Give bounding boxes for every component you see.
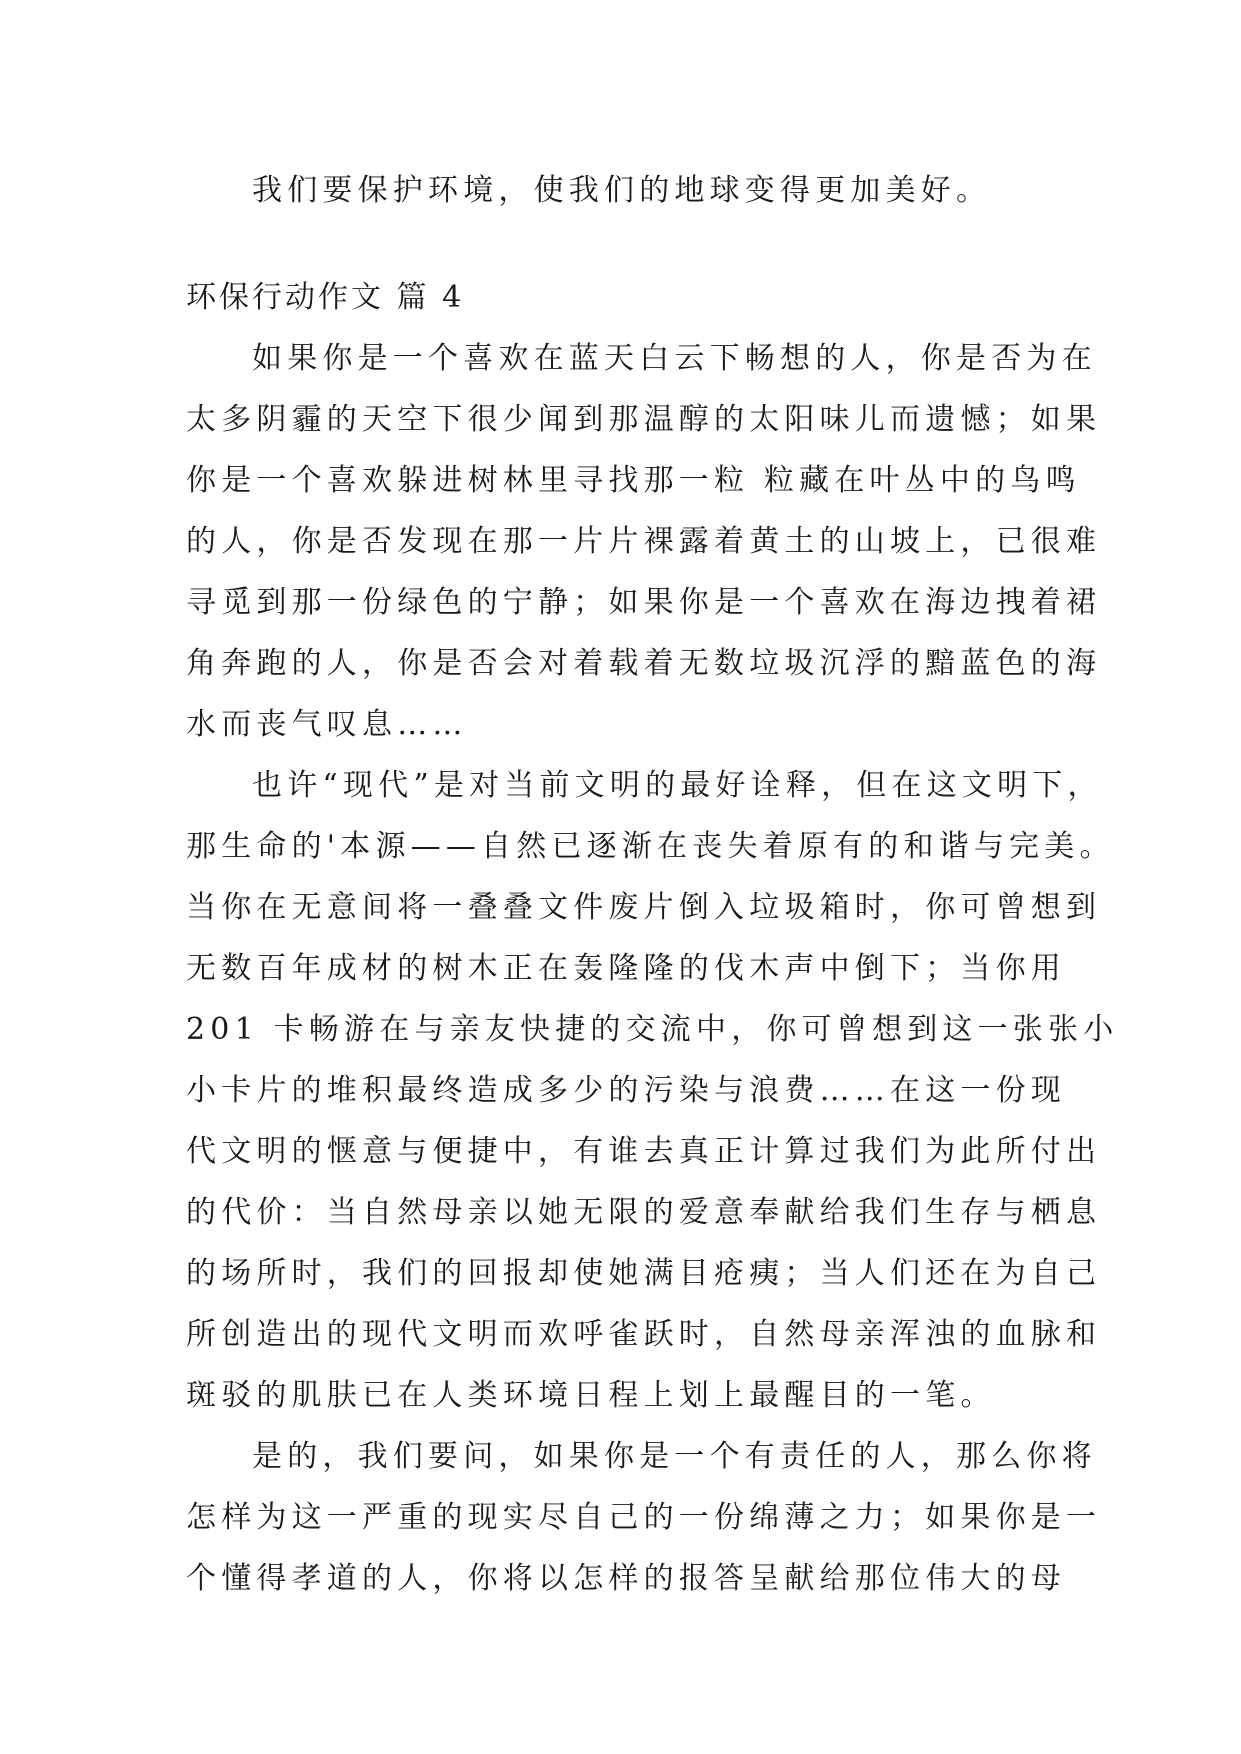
paragraph-line: 无数百年成材的树木正在轰隆隆的伐木声中倒下；当你用 — [186, 951, 1066, 986]
section-gap — [186, 221, 1066, 267]
paragraph-line: 代文明的惬意与便捷中，有谁去真正计算过我们为此所付出 — [186, 1134, 1102, 1169]
paragraph-line: 寻觅到那一份绿色的宁静；如果你是一个喜欢在海边拽着裙 — [186, 585, 1102, 620]
paragraph-line: 斑驳的肌肤已在人类环境日程上划上最醒目的一笔。 — [186, 1378, 996, 1413]
paragraph-line: 所创造出的现代文明而欢呼雀跃时，自然母亲浑浊的血脉和 — [186, 1317, 1102, 1352]
section-heading: 环保行动作文 篇 4 — [186, 280, 465, 315]
paragraph-2 — [186, 755, 1119, 1426]
paragraph-line: 是的，我们要问，如果你是一个有责任的人，那么你将 — [252, 1439, 1097, 1474]
paragraph-line: 水而丧气叹息…… — [186, 707, 468, 742]
paragraph-line: 的代价：当自然母亲以她无限的爱意奉献给我们生存与栖息 — [186, 1195, 1102, 1230]
paragraph-line: 你是一个喜欢躲进树林里寻找那一粒 粒藏在叶丛中的鸟鸣 — [186, 463, 1081, 498]
paragraph-line: 的场所时，我们的回报却使她满目疮痍；当人们还在为自己 — [186, 1256, 1102, 1291]
intro-line: 我们要保护环境，使我们的地球变得更加美好。 — [252, 173, 992, 208]
paragraph-3 — [186, 1426, 1102, 1609]
paragraph-line: 小卡片的堆积最终造成多少的污染与浪费……在这一份现 — [186, 1073, 1066, 1108]
paragraph-line: 201 卡畅游在与亲友快捷的交流中，你可曾想到这一张张小 — [186, 1012, 1119, 1047]
paragraph-line: 个懂得孝道的人，你将以怎样的报答呈献给那位伟大的母 — [186, 1561, 1066, 1596]
paragraph-line: 那生命的'本源——自然已逐渐在丧失着原有的和谐与完美。 — [186, 829, 1115, 864]
paragraph-line: 角奔跑的人，你是否会对着载着无数垃圾沉浮的黯蓝色的海 — [186, 646, 1102, 681]
document-body — [186, 160, 1119, 1609]
paragraph-line: 也许“现代”是对当前文明的最好诠释，但在这文明下， — [252, 768, 1103, 803]
paragraph-1 — [186, 328, 1102, 755]
paragraph-line: 太多阴霾的天空下很少闻到那温醇的太阳味儿而遗憾；如果 — [186, 402, 1102, 437]
paragraph-line: 如果你是一个喜欢在蓝天白云下畅想的人，你是否为在 — [252, 341, 1097, 376]
paragraph-line: 的人，你是否发现在那一片片裸露着黄土的山坡上，已很难 — [186, 524, 1102, 559]
paragraph-line: 怎样为这一严重的现实尽自己的一份绵薄之力；如果你是一 — [186, 1500, 1102, 1535]
paragraph-line: 当你在无意间将一叠叠文件废片倒入垃圾箱时，你可曾想到 — [186, 890, 1102, 925]
